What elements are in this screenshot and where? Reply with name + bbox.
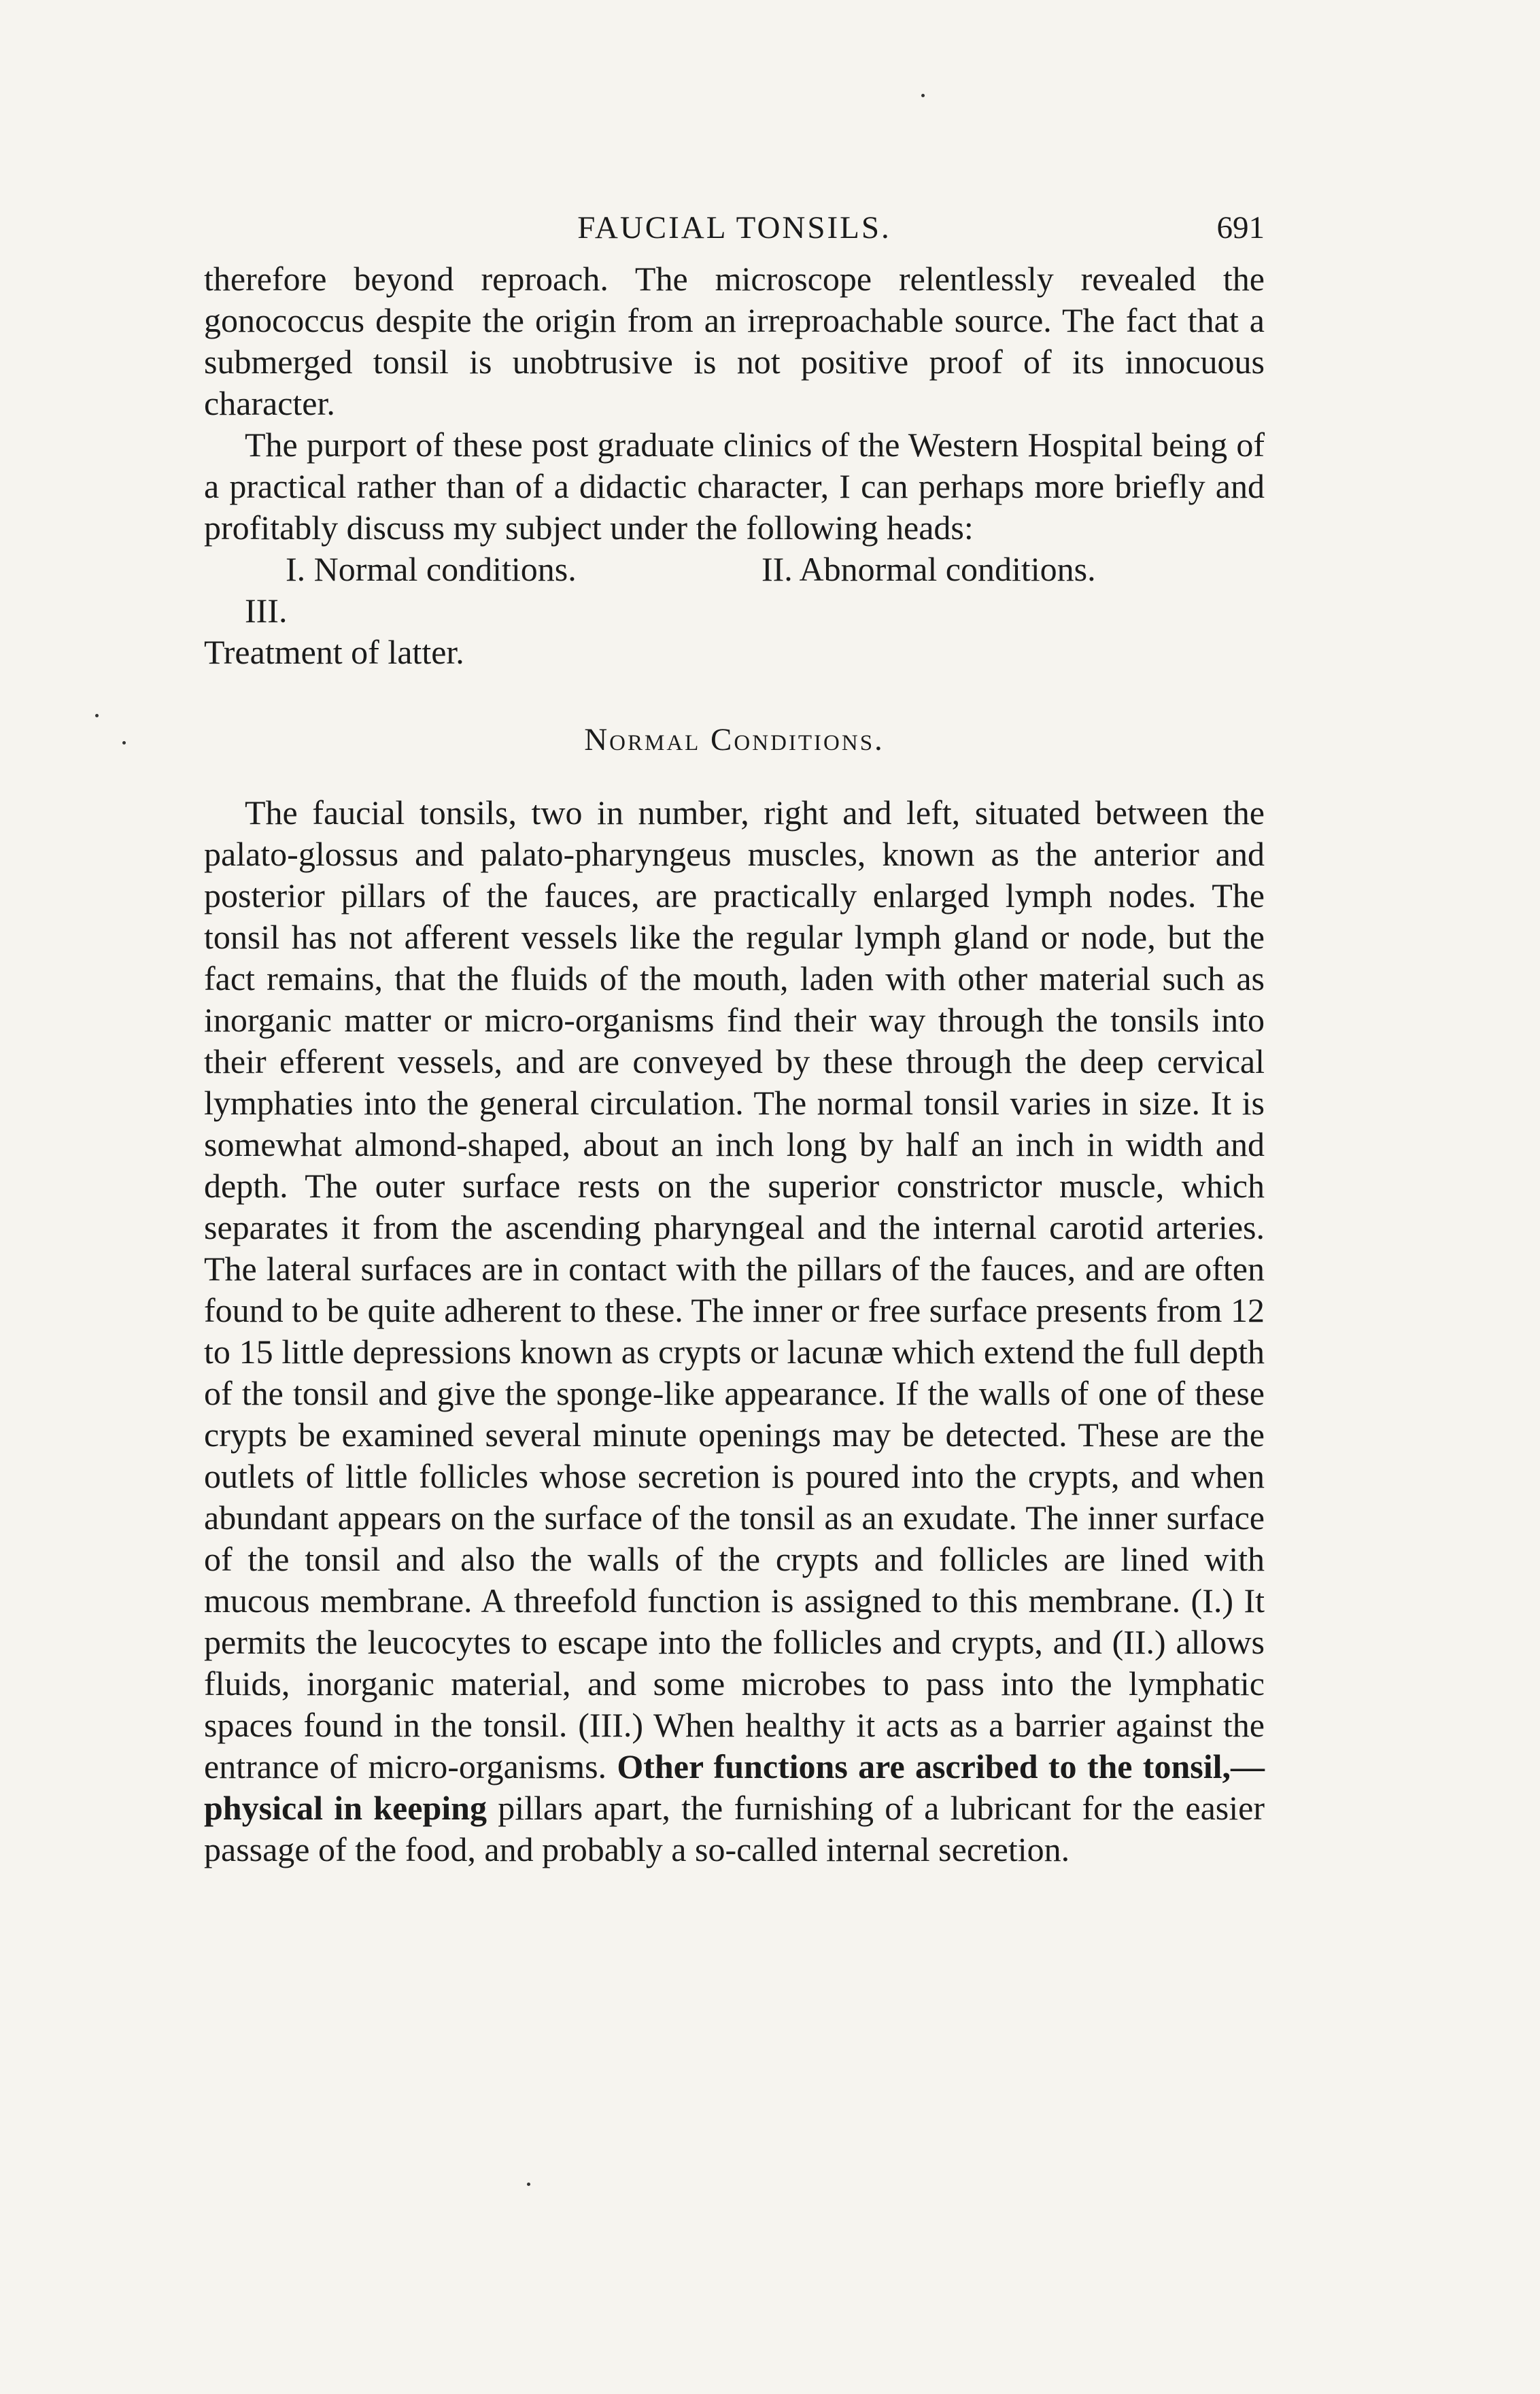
heads-item-treatment-numeral: III.: [245, 592, 288, 630]
section-title: Normal Conditions.: [584, 722, 885, 757]
print-speck: [95, 714, 99, 717]
page-number: 691: [1216, 210, 1265, 245]
paragraph-purport: The purport of these post graduate clinics of the Western Hospital being of a practical rather than of a didactic character, I can perhaps more briefly and profitably discuss my subject under the following heads:: [204, 426, 1265, 547]
page-header: [204, 204, 1265, 252]
heads-item-abnormal: II. Abnormal conditions.: [762, 550, 1096, 588]
print-speck: [122, 741, 126, 745]
running-head: FAUCIAL TONSILS.: [577, 210, 891, 245]
heads-list: [204, 549, 1265, 632]
heads-item-treatment: Treatment of latter.: [204, 633, 464, 671]
print-speck: [921, 94, 925, 97]
page-body: [204, 258, 1265, 1870]
heads-item-normal: I. Normal conditions.: [286, 550, 577, 588]
paragraph-normal-conditions: [204, 792, 1265, 1870]
paragraph-normal-bold-line: Other functions are ascribed to the tonsil,—physical in keeping: [204, 1747, 1265, 1827]
paragraph-normal-main: The faucial tonsils, two in number, right and left, situated between the palato-glossus and palato-pharyngeus muscles, known as the anterior and posterior pillars of the fauces, are practically enlarged lymph nodes. The tonsil has not afferent vessels like the regular lymph gland or node, but the fact remains, that the fluids of the mouth, laden with other material such as inorganic matter or micro-organisms find their way through the tonsils into their efferent vessels, and are conveyed by these through the deep cervical lymphaties into the general circulation. The normal tonsil varies in size. It is somewhat almond-shaped, about an inch long by half an inch in width and depth. The outer surface rests on the superior constrictor muscle, which separates it from the ascending pharyngeal and the internal carotid arteries. The lateral surfaces are in contact with the pillars of the fauces, and are often found to be quite adherent to these. The inner or free surface presents from 12 to 15 little depressions known as crypts or lacunæ which extend the full depth of the tonsil and give the sponge-like appearance. If the walls of one of these crypts be examined several minute openings may be detected. These are the outlets of little follicles whose secretion is poured into the crypts, and when abundant appears on the surface of the tonsil as an exudate. The inner surface of the tonsil and also the walls of the crypts and follicles are lined with mucous membrane. A threefold function is assigned to this membrane. (I.) It permits the leucocytes to escape into the follicles and crypts, and (II.) allows fluids, inorganic material, and some microbes to pass into the lymphatic spaces found in the tonsil. (III.) When healthy it acts as a barrier against the entrance of micro-organisms.: [204, 793, 1265, 1785]
print-speck: [527, 2183, 530, 2186]
paragraph-normal-end: pillars apart, the furnishing of a lubricant for the easier passage of the food, and probably a so-called internal secretion.: [204, 1789, 1265, 1868]
paragraph-continuation: therefore beyond reproach. The microscope relentlessly revealed the gonococcus despite the origin from an irreproachable source. The fact that a submerged tonsil is unobtrusive is not positive proof of its innocuous character.: [204, 260, 1265, 422]
